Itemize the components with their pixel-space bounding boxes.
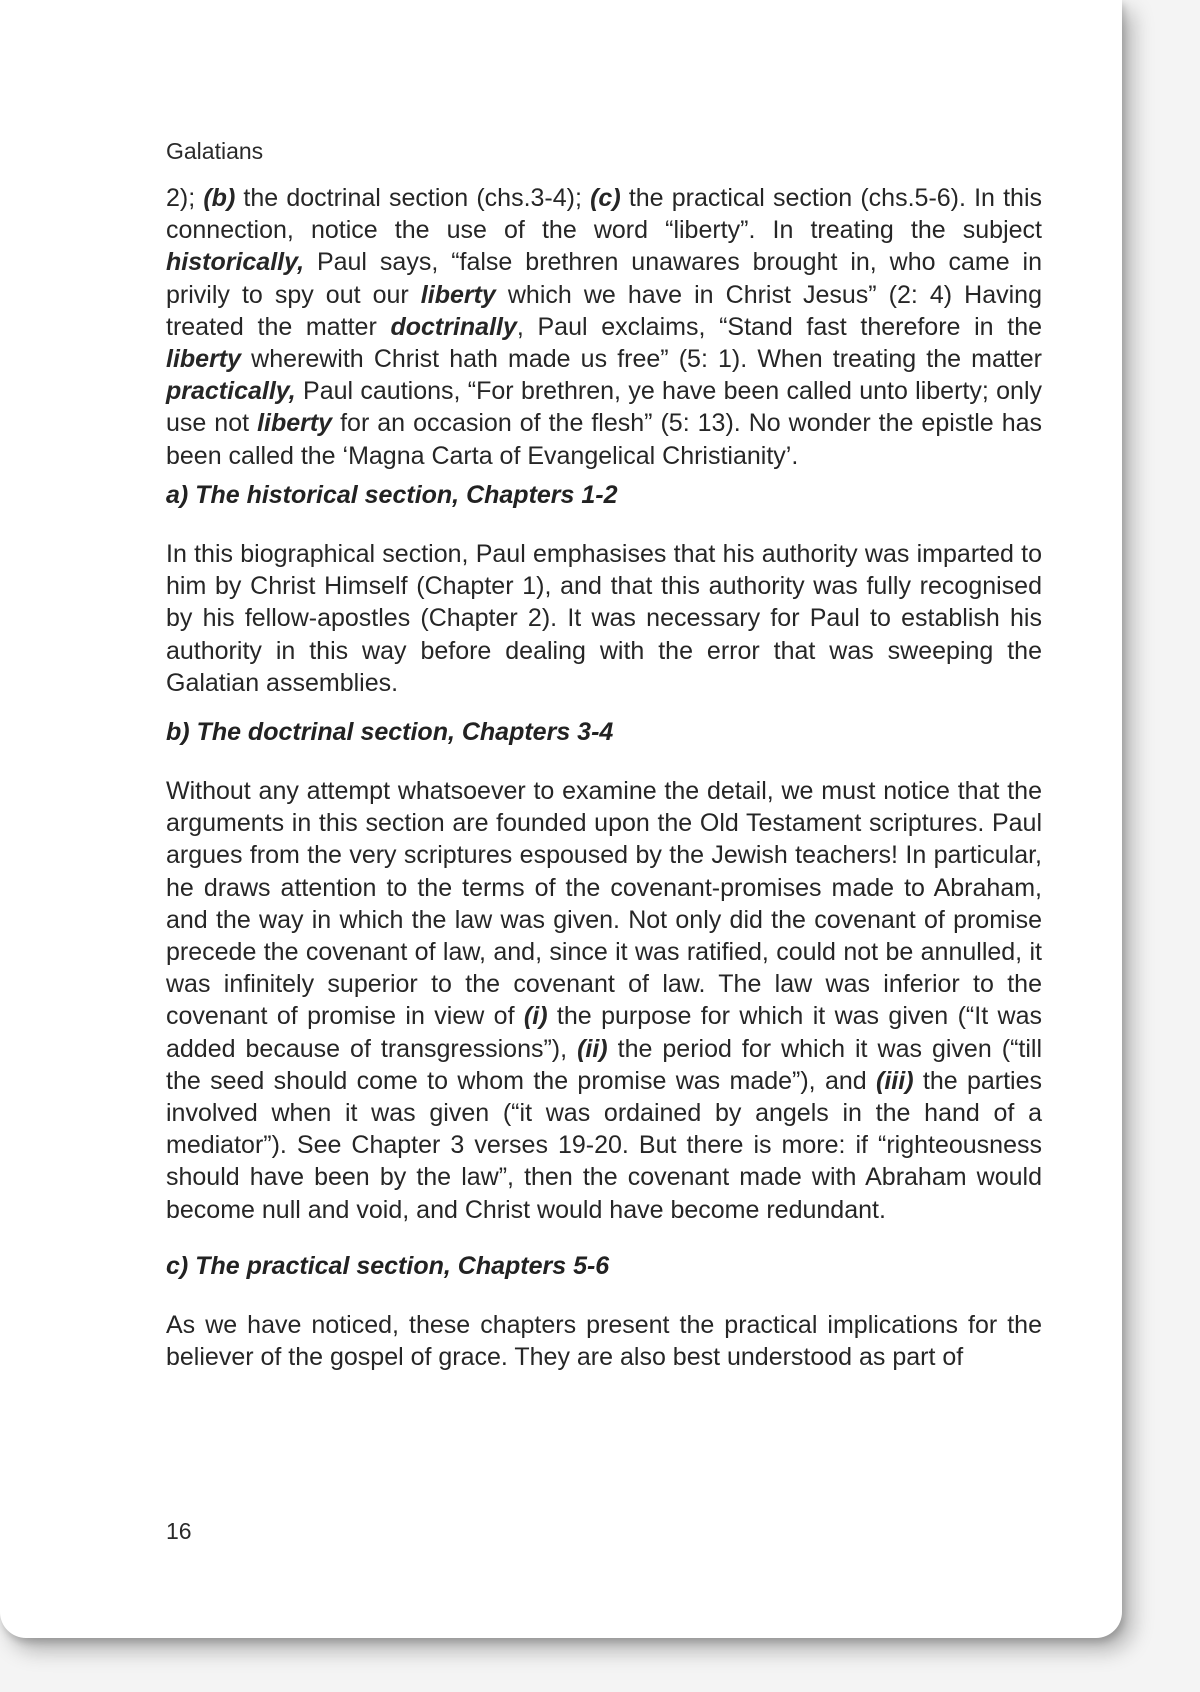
running-head: Galatians bbox=[166, 138, 264, 164]
emphasis-text: (i) bbox=[523, 1002, 548, 1031]
emphasis-text: (iii) bbox=[876, 1066, 914, 1095]
section-c-body: As we have noticed, these chapters present the practical implications for the believer of the gospel of grace. They are also best understood as part of bbox=[166, 1311, 1042, 1372]
section-a-body: In this biographical section, Paul emphasises that his authority was imparted to him by Christ Himself (Chapter 1), and that this authority was fully recognised by his fellow-apostles (Chapter 2). It was necessary for Paul to establish his authority in this way before dealing with the error that was sweeping the Galatian assemblies. bbox=[166, 540, 1042, 697]
emphasis-text: practically, bbox=[166, 377, 296, 406]
intro-paragraph: 2); (b) the doctrinal section (chs.3-4); (c) the practical section (chs.5-6). In this connection, notice the use of the word “liberty”. In treating the subject historically, Paul says, “false brethren unawares brought in, who came in privily to spy out our liberty which we have in Christ Jesus” (2: 4) Having treated the matter doctrinally, Paul exclaims, “Stand fast therefore in the liberty wherewith Christ hath made us free” (5: 1). When treating the matter practically, Paul cautions, “For brethren, ye have been called unto liberty; only use not liberty for an occasion of the flesh” (5: 13). No wonder the epistle has been called the ‘Magna Carta of Evangelical Christianity’. bbox=[166, 184, 1043, 470]
emphasis-text: (ii) bbox=[577, 1034, 608, 1063]
emphasis-text: doctrinally bbox=[390, 312, 517, 341]
emphasis-text: liberty bbox=[166, 345, 242, 374]
section-b-body: Without any attempt whatsoever to examine the detail, we must notice that the arguments in this section are founded upon the Old Testament scriptures. Paul argues from the very scriptures espoused by the Jewish teachers! In particular, he draws attention to the terms of the covenant-promises made to Abraham, and the way in which the law was given. Not only did the covenant of promise precede the covenant of law, and, since it was ratified, could not be annulled, it was infinitely superior to the covenant of law. The law was inferior to the covenant of promise in view of (i) the purpose for which it was given (“It was added because of transgressions”), (ii) the period for which it was given (“till the seed should come to whom the promise was made”), and (iii) the parties involved when it was given (“it was ordained by angels in the hand of a mediator”). See Chapter 3 verses 19-20. But there is more: if “righteousness should have been by the law”, then the covenant made with Abraham would become null and void, and Christ would have become redundant. bbox=[166, 777, 1043, 1224]
emphasis-text: liberty bbox=[257, 409, 333, 438]
section-b-heading: b) The doctrinal section, Chapters 3-4 bbox=[166, 718, 614, 746]
emphasis-text: (c) bbox=[590, 184, 621, 212]
emphasis-text: (b) bbox=[203, 184, 236, 212]
section-c-heading: c) The practical section, Chapters 5-6 bbox=[166, 1252, 610, 1280]
page-number: 16 bbox=[166, 1518, 192, 1544]
emphasis-text: liberty bbox=[420, 280, 496, 309]
emphasis-text: historically, bbox=[166, 248, 305, 277]
section-a-heading: a) The historical section, Chapters 1-2 bbox=[166, 481, 618, 509]
